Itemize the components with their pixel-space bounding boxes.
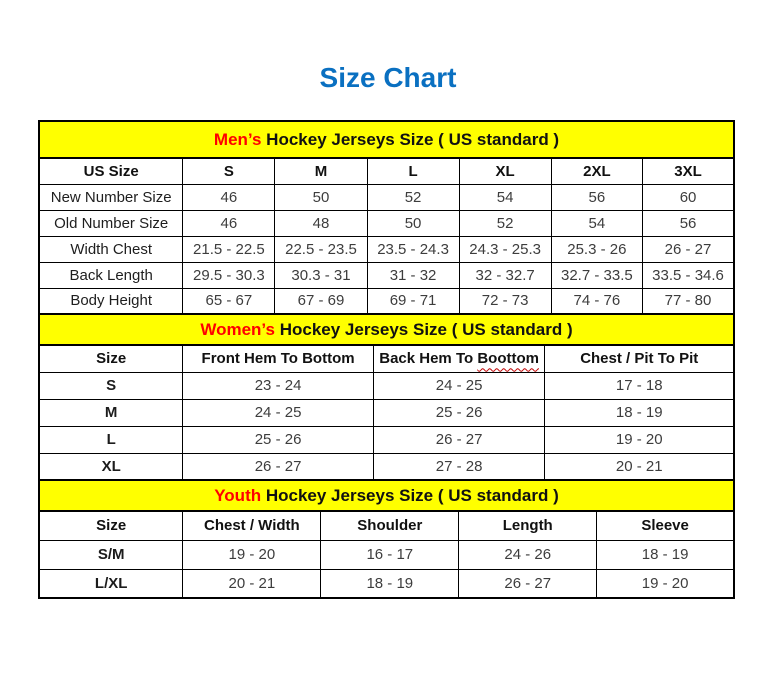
mens-column-header-row bbox=[39, 158, 734, 184]
size-value-cell: 77 - 80 bbox=[643, 288, 734, 314]
row-label: M bbox=[39, 399, 183, 426]
size-value-cell: 23.5 - 24.3 bbox=[367, 236, 459, 262]
womens-column-header: Size bbox=[39, 345, 183, 372]
row-label: XL bbox=[39, 453, 183, 480]
size-value-cell: 18 - 19 bbox=[545, 399, 734, 426]
size-value-cell: 24 - 26 bbox=[459, 540, 597, 569]
size-value-cell: 74 - 76 bbox=[551, 288, 642, 314]
mens-size-table bbox=[38, 120, 735, 315]
womens-column-header: Front Hem To Bottom bbox=[183, 345, 373, 372]
youth-table-row bbox=[39, 540, 734, 569]
size-value-cell: 29.5 - 30.3 bbox=[183, 262, 275, 288]
row-label: S bbox=[39, 372, 183, 399]
youth-column-header: Length bbox=[459, 511, 597, 540]
mens-section-accent-word: Men’s bbox=[213, 129, 262, 149]
womens-table-row bbox=[39, 399, 734, 426]
womens-section-header bbox=[39, 314, 734, 345]
size-value-cell: 18 - 19 bbox=[321, 569, 459, 598]
size-value-cell: 30.3 - 31 bbox=[275, 262, 367, 288]
size-value-cell: 32 - 32.7 bbox=[459, 262, 551, 288]
size-value-cell: 27 - 28 bbox=[373, 453, 545, 480]
row-label: Back Length bbox=[39, 262, 183, 288]
size-value-cell: 23 - 24 bbox=[183, 372, 373, 399]
womens-table-row bbox=[39, 372, 734, 399]
youth-section-accent-word: Youth bbox=[214, 485, 262, 505]
size-value-cell: 56 bbox=[643, 210, 734, 236]
size-value-cell: 26 - 27 bbox=[459, 569, 597, 598]
size-value-cell: 26 - 27 bbox=[373, 426, 545, 453]
size-value-cell: 26 - 27 bbox=[643, 236, 734, 262]
size-value-cell: 26 - 27 bbox=[183, 453, 373, 480]
womens-table-row bbox=[39, 453, 734, 480]
size-value-cell: 50 bbox=[367, 210, 459, 236]
womens-column-header-row bbox=[39, 345, 734, 372]
size-value-cell: 21.5 - 22.5 bbox=[183, 236, 275, 262]
size-value-cell: 72 - 73 bbox=[459, 288, 551, 314]
size-value-cell: 16 - 17 bbox=[321, 540, 459, 569]
size-value-cell: 50 bbox=[275, 184, 367, 210]
size-value-cell: 19 - 20 bbox=[545, 426, 734, 453]
size-value-cell: 22.5 - 23.5 bbox=[275, 236, 367, 262]
size-value-cell: 17 - 18 bbox=[545, 372, 734, 399]
row-label: New Number Size bbox=[39, 184, 183, 210]
youth-column-header: Chest / Width bbox=[183, 511, 321, 540]
row-label: L bbox=[39, 426, 183, 453]
size-value-cell: 20 - 21 bbox=[545, 453, 734, 480]
size-value-cell: 67 - 69 bbox=[275, 288, 367, 314]
size-value-cell: 60 bbox=[643, 184, 734, 210]
size-value-cell: 24 - 25 bbox=[183, 399, 373, 426]
size-value-cell: 46 bbox=[183, 184, 275, 210]
youth-column-header: Sleeve bbox=[597, 511, 734, 540]
womens-section-accent-word: Women’s bbox=[200, 319, 275, 339]
womens-section-title-text: Hockey Jerseys Size ( US standard ) bbox=[274, 319, 573, 339]
mens-table-row bbox=[39, 184, 734, 210]
youth-table-row bbox=[39, 569, 734, 598]
mens-section-title-text: Hockey Jerseys Size ( US standard ) bbox=[261, 129, 560, 149]
size-value-cell: 56 bbox=[551, 184, 642, 210]
womens-size-table bbox=[38, 313, 735, 481]
row-label: Body Height bbox=[39, 288, 183, 314]
youth-column-header-row bbox=[39, 511, 734, 540]
row-label: Width Chest bbox=[39, 236, 183, 262]
youth-section-header bbox=[39, 480, 734, 511]
size-value-cell: 25 - 26 bbox=[183, 426, 373, 453]
size-value-cell: 52 bbox=[367, 184, 459, 210]
womens-table-row bbox=[39, 426, 734, 453]
mens-table-row bbox=[39, 210, 734, 236]
youth-column-header: Size bbox=[39, 511, 183, 540]
mens-column-header: S bbox=[183, 158, 275, 184]
misspelled-word: Boottom bbox=[477, 350, 539, 368]
youth-section-title-text: Hockey Jerseys Size ( US standard ) bbox=[261, 485, 559, 505]
size-value-cell: 69 - 71 bbox=[367, 288, 459, 314]
size-value-cell: 24 - 25 bbox=[373, 372, 545, 399]
size-value-cell: 48 bbox=[275, 210, 367, 236]
size-tables bbox=[38, 120, 735, 599]
size-value-cell: 33.5 - 34.6 bbox=[643, 262, 734, 288]
row-label: S/M bbox=[39, 540, 183, 569]
mens-column-header: 2XL bbox=[551, 158, 642, 184]
mens-column-header: US Size bbox=[39, 158, 183, 184]
size-value-cell: 25.3 - 26 bbox=[551, 236, 642, 262]
size-value-cell: 52 bbox=[459, 210, 551, 236]
row-label: L/XL bbox=[39, 569, 183, 598]
size-value-cell: 20 - 21 bbox=[183, 569, 321, 598]
size-value-cell: 65 - 67 bbox=[183, 288, 275, 314]
size-value-cell: 32.7 - 33.5 bbox=[551, 262, 642, 288]
mens-table-row bbox=[39, 288, 734, 314]
mens-column-header: 3XL bbox=[643, 158, 734, 184]
womens-column-header: Chest / Pit To Pit bbox=[545, 345, 734, 372]
size-value-cell: 54 bbox=[459, 184, 551, 210]
mens-table-row bbox=[39, 236, 734, 262]
size-value-cell: 25 - 26 bbox=[373, 399, 545, 426]
mens-column-header: M bbox=[275, 158, 367, 184]
size-value-cell: 19 - 20 bbox=[183, 540, 321, 569]
size-value-cell: 54 bbox=[551, 210, 642, 236]
size-value-cell: 31 - 32 bbox=[367, 262, 459, 288]
page-title: Size Chart bbox=[319, 62, 457, 93]
size-value-cell: 19 - 20 bbox=[597, 569, 734, 598]
womens-column-header bbox=[373, 345, 545, 372]
youth-size-table bbox=[38, 479, 735, 599]
size-value-cell: 18 - 19 bbox=[597, 540, 734, 569]
size-value-cell: 24.3 - 25.3 bbox=[459, 236, 551, 262]
mens-column-header: XL bbox=[459, 158, 551, 184]
size-value-cell: 46 bbox=[183, 210, 275, 236]
mens-section-header bbox=[39, 121, 734, 158]
mens-column-header: L bbox=[367, 158, 459, 184]
row-label: Old Number Size bbox=[39, 210, 183, 236]
mens-table-row bbox=[39, 262, 734, 288]
youth-column-header: Shoulder bbox=[321, 511, 459, 540]
column-label-text: Back Hem To bbox=[379, 350, 478, 368]
